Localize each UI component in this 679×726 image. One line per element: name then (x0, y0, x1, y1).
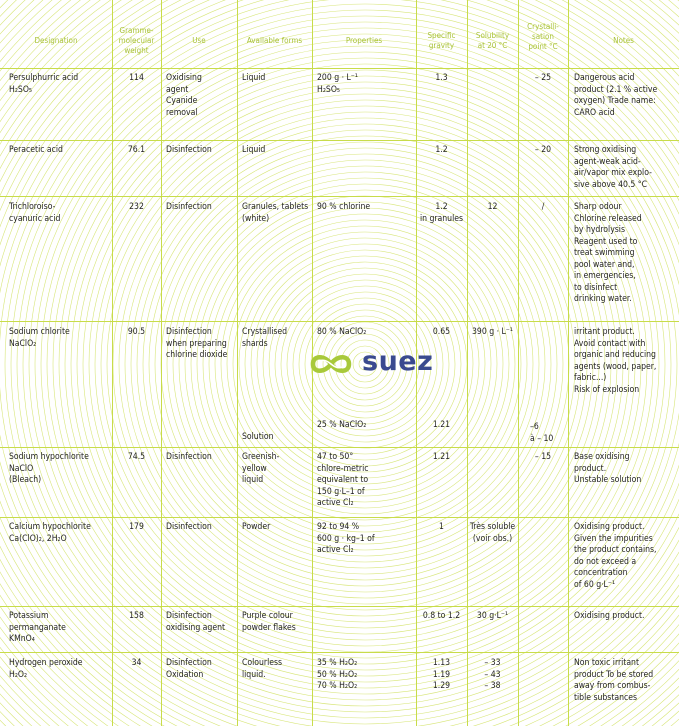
row-7-forms: Purple colour powder flakes (242, 611, 296, 633)
row-7-notes: Oxidising product. (574, 611, 645, 621)
row-2-notes: Strong oxidising agent-weak acid- air/vapor mix explo- sive above 40.5 °C (574, 145, 652, 190)
suez-logo-text: suez (362, 346, 434, 377)
header-crystallisation: Crystalli- sation point °C (527, 22, 559, 51)
row-8-designation: Hydrogen peroxide H₂O₂ (9, 658, 83, 680)
row-divider (0, 517, 679, 518)
row-4-forms: Crystallised shards (242, 327, 288, 349)
header-use: Use (192, 36, 206, 45)
row-divider (0, 321, 679, 322)
row-5-forms: Greenish- yellow liquid (242, 452, 280, 485)
row-4-use: Disinfection when preparing chlorine dioxide (166, 327, 228, 360)
row-8-gravity: 1.13 1.19 1.29 (432, 658, 451, 691)
row-divider (0, 606, 679, 607)
header-forms: Available forms (246, 36, 303, 45)
row-4-notes: irritant product. Avoid contact with organic and reducing agents (wood, paper, fabric...) Risk of explosion (574, 327, 657, 395)
row-5-designation: Sodium hypochlorite NaClO (Bleach) (9, 452, 89, 485)
row-5-use: Disinfection (166, 452, 212, 462)
row-3-gravity: 1.2 in granules (419, 202, 464, 224)
row-divider (0, 196, 679, 197)
row-4-properties-solution: 25 % NaClO₂ (317, 420, 367, 430)
row-5-gravity: 1.21 (432, 452, 451, 462)
row-7-weight: 158 (129, 611, 144, 621)
row-1-designation: Persulphurric acid H₂SO₅ (9, 73, 79, 95)
row-7-designation: Potassium permanganate KMnO₄ (9, 611, 66, 644)
row-4-solubility: 390 g · L⁻¹ (472, 327, 513, 337)
header-properties: Properties (345, 36, 383, 45)
column-divider (161, 0, 162, 726)
row-6-solubility: Très soluble (voir obs.) (469, 522, 516, 544)
row-1-crystallisation: – 25 (534, 73, 552, 83)
suez-logo-mark (305, 346, 365, 382)
row-3-solubility: 12 (487, 202, 498, 212)
row-3-properties: 90 % chlorine (317, 202, 371, 212)
row-3-forms: Granules, tablets (white) (242, 202, 309, 224)
row-1-properties: 200 g · L⁻¹ H₂SO₅ (317, 73, 358, 95)
row-1-weight: 114 (129, 73, 144, 83)
header-notes: Notes (613, 36, 634, 45)
row-4-gravity-solution: 1.21 (432, 420, 451, 430)
row-8-use: Disinfection Oxidation (166, 658, 212, 680)
row-5-weight: 74.5 (127, 452, 146, 462)
row-8-notes: Non toxic irritant product To be stored away from combus- tible substances (574, 658, 654, 703)
header-gravity: Specific gravity (427, 31, 456, 50)
row-2-designation: Peracetic acid (9, 145, 63, 155)
row-2-gravity: 1.2 (435, 145, 448, 155)
row-4-crystallisation-solution: –6 à – 10 (530, 422, 554, 444)
row-2-weight: 76.1 (127, 145, 146, 155)
row-5-crystallisation: – 15 (534, 452, 552, 462)
header-designation: Designation (34, 36, 78, 45)
row-3-crystallisation: / (541, 202, 545, 212)
header-weight: Gramme- molecular weight (118, 26, 155, 55)
row-2-crystallisation: – 20 (534, 145, 552, 155)
row-4-forms-solution: Solution (242, 432, 274, 442)
row-3-designation: Trichloroiso- cyanuric acid (9, 202, 61, 224)
row-2-use: Disinfection (166, 145, 212, 155)
row-8-forms: Colourless liquid. (242, 658, 283, 680)
row-1-forms: Liquid (242, 73, 266, 83)
column-divider (518, 0, 519, 726)
row-divider (0, 68, 679, 69)
row-7-solubility: 30 g·L⁻¹ (476, 611, 509, 621)
row-divider (0, 652, 679, 653)
row-5-properties: 47 to 50° chlore-metric equivalent to 150 g·L–1 of active Cl₂ (317, 452, 369, 508)
row-4-properties: 80 % NaClO₂ (317, 327, 367, 337)
row-6-gravity: 1 (439, 522, 444, 532)
row-4-weight: 90.5 (127, 327, 146, 337)
row-6-notes: Oxidising product. Given the impurities the product contains, do not exceed a concentration of 60 g·L⁻¹ (574, 522, 657, 590)
row-3-use: Disinfection (166, 202, 212, 212)
row-3-notes: Sharp odour Chlorine released by hydrolysis Reagent used to treat swimming pool water and, in emergencies, to disinfect drinking water. (574, 202, 642, 304)
row-1-gravity: 1.3 (435, 73, 448, 83)
row-7-use: Disinfection oxidising agent (166, 611, 226, 633)
row-divider (0, 140, 679, 141)
row-divider (0, 447, 679, 448)
header-solubility: Solubility at 20 °C (475, 31, 510, 50)
row-2-forms: Liquid (242, 145, 266, 155)
row-5-notes: Base oxidising product. Unstable solution (574, 452, 642, 485)
row-8-properties: 35 % H₂O₂ 50 % H₂O₂ 70 % H₂O₂ (317, 658, 358, 691)
row-6-forms: Powder (242, 522, 271, 532)
column-divider (568, 0, 569, 726)
row-6-designation: Calcium hypochlorite Ca(ClO)₂, 2H₂O (9, 522, 91, 544)
row-4-gravity: 0.65 (432, 327, 451, 337)
row-6-weight: 179 (129, 522, 144, 532)
row-1-use: Oxidising agent Cyanide removal (166, 73, 202, 118)
column-divider (237, 0, 238, 726)
row-4-designation: Sodium chlorite NaClO₂ (9, 327, 70, 349)
row-7-gravity: 0.8 to 1.2 (422, 611, 461, 621)
row-6-use: Disinfection (166, 522, 212, 532)
row-8-solubility: – 33 – 43 – 38 (484, 658, 501, 691)
row-3-weight: 232 (129, 202, 144, 212)
row-8-weight: 34 (131, 658, 142, 668)
row-1-notes: Dangerous acid product (2.1 % active oxygen) Trade name: CARO acid (574, 73, 658, 118)
row-6-properties: 92 to 94 % 600 g · kg–1 of active Cl₂ (317, 522, 375, 555)
